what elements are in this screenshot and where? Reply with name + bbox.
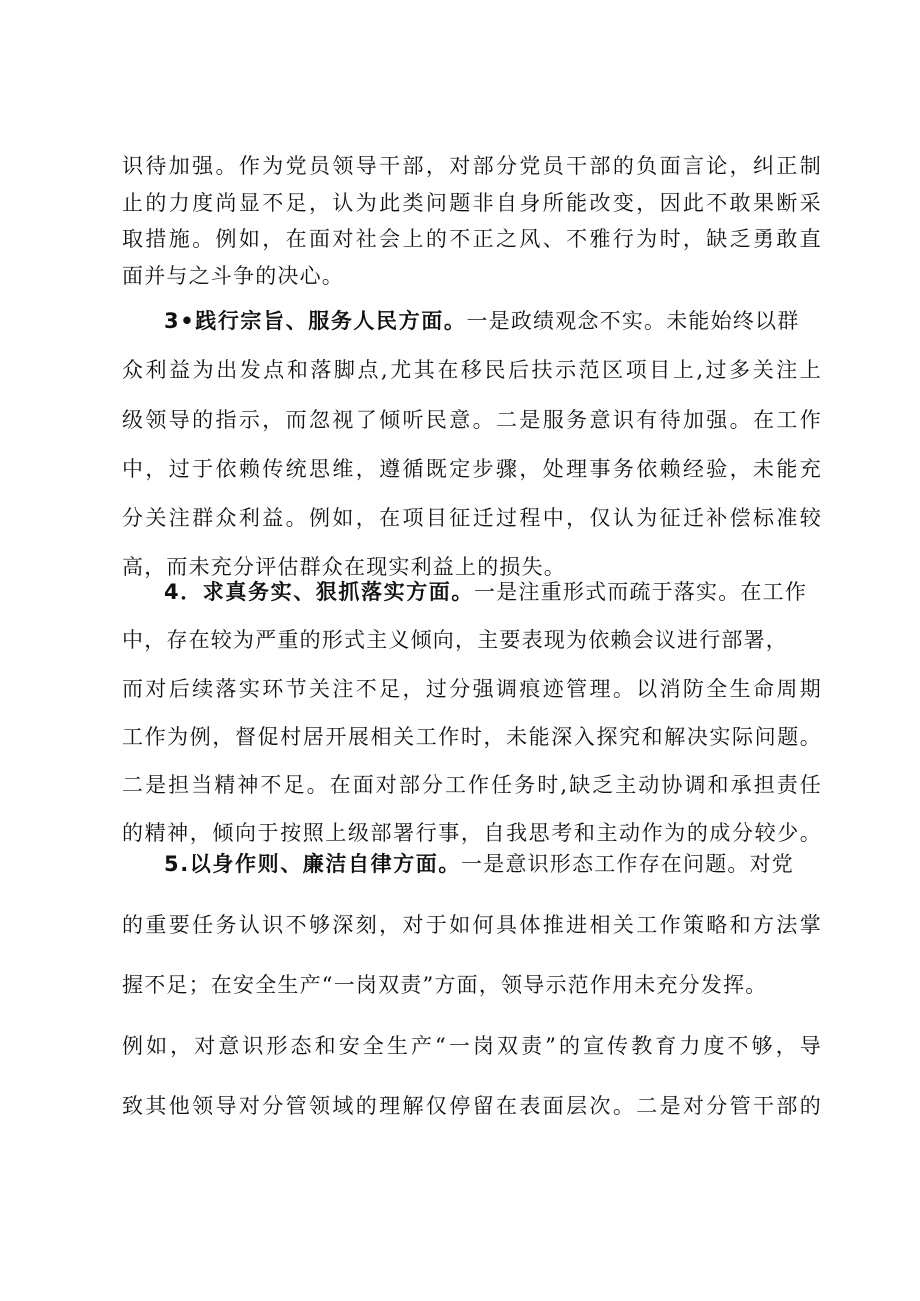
- text-line: 二是担当精神不足。在面对部分工作任务时,缺乏主动协调和承担责任: [122, 773, 822, 798]
- text-line: 级领导的指示，而忽视了倾听民意。二是服务意识有待加强。在工作: [122, 407, 822, 432]
- text-line: 中，过于依赖传统思维，遵循既定步骤，处理事务依赖经验，未能充: [122, 456, 822, 481]
- section-heading: 3•践行宗旨、服务人民方面。: [164, 309, 467, 333]
- text-line: 取措施。例如，在面对社会上的不正之风、不雅行为时，缺乏勇敢直: [122, 227, 822, 251]
- paragraph-section-4: [122, 568, 822, 858]
- paragraph-continuation: [122, 148, 822, 294]
- text-line: 识待加强。作为党员领导干部，对部分党员干部的负面言论，纠正制: [122, 154, 822, 178]
- text-line: 的精神，倾向于按照上级部署行事，自我思考和主动作为的成分较少。: [122, 821, 822, 846]
- text-line: 而对后续落实环节关注不足，过分强调痕迹管理。以消防全生命周期: [122, 676, 822, 701]
- text-line: 面并与之斗争的决心。: [122, 263, 344, 288]
- text-run: 一是政绩观念不实。未能始终以群: [466, 309, 800, 333]
- text-line: 众利益为出发点和落脚点,尤其在移民后扶示范区项目上,过多关注上: [122, 358, 822, 383]
- text-run: 一是意识形态工作存在问题。对党: [461, 852, 794, 876]
- section-heading: 5.以身作则、廉洁自律方面。: [164, 852, 461, 876]
- text-line: 致其他领导对分管领域的理解仅停留在表面层次。二是对分管干部的: [122, 1094, 822, 1118]
- paragraph-first-line: [122, 834, 822, 895]
- text-line: 握不足；在安全生产“一岗双责”方面，领导示范作用未充分发挥。: [122, 973, 768, 997]
- text-line: 止的力度尚显不足，认为此类问题非自身所能改变，因此不敢果断采: [122, 190, 822, 215]
- text-line: 中，存在较为严重的形式主义倾向，主要表现为依赖会议进行部署，: [122, 628, 788, 653]
- text-run: 一是注重形式而疏于落实。在工作: [474, 580, 808, 604]
- paragraph-section-5: [122, 834, 822, 1137]
- paragraph-first-line: [122, 568, 822, 616]
- text-line: 的重要任务认识不够深刻，对于如何具体推进相关工作策略和方法掌: [122, 912, 822, 937]
- paragraph-section-3: [122, 297, 822, 593]
- section-heading: 4．求真务实、狠抓落实方面。: [164, 580, 475, 604]
- text-line: 高，而未充分评估群众在现实利益上的损失。: [122, 555, 566, 580]
- text-line: 例如，对意识形态和安全生产“一岗双责”的宣传教育力度不够，导: [122, 1033, 822, 1058]
- text-line: 分关注群众利益。例如，在项目征迁过程中，仅认为征迁补偿标准较: [122, 506, 822, 531]
- text-line: 工作为例，督促村居开展相关工作时，未能深入探究和解决实际问题。: [122, 724, 822, 749]
- paragraph-first-line: [122, 297, 822, 346]
